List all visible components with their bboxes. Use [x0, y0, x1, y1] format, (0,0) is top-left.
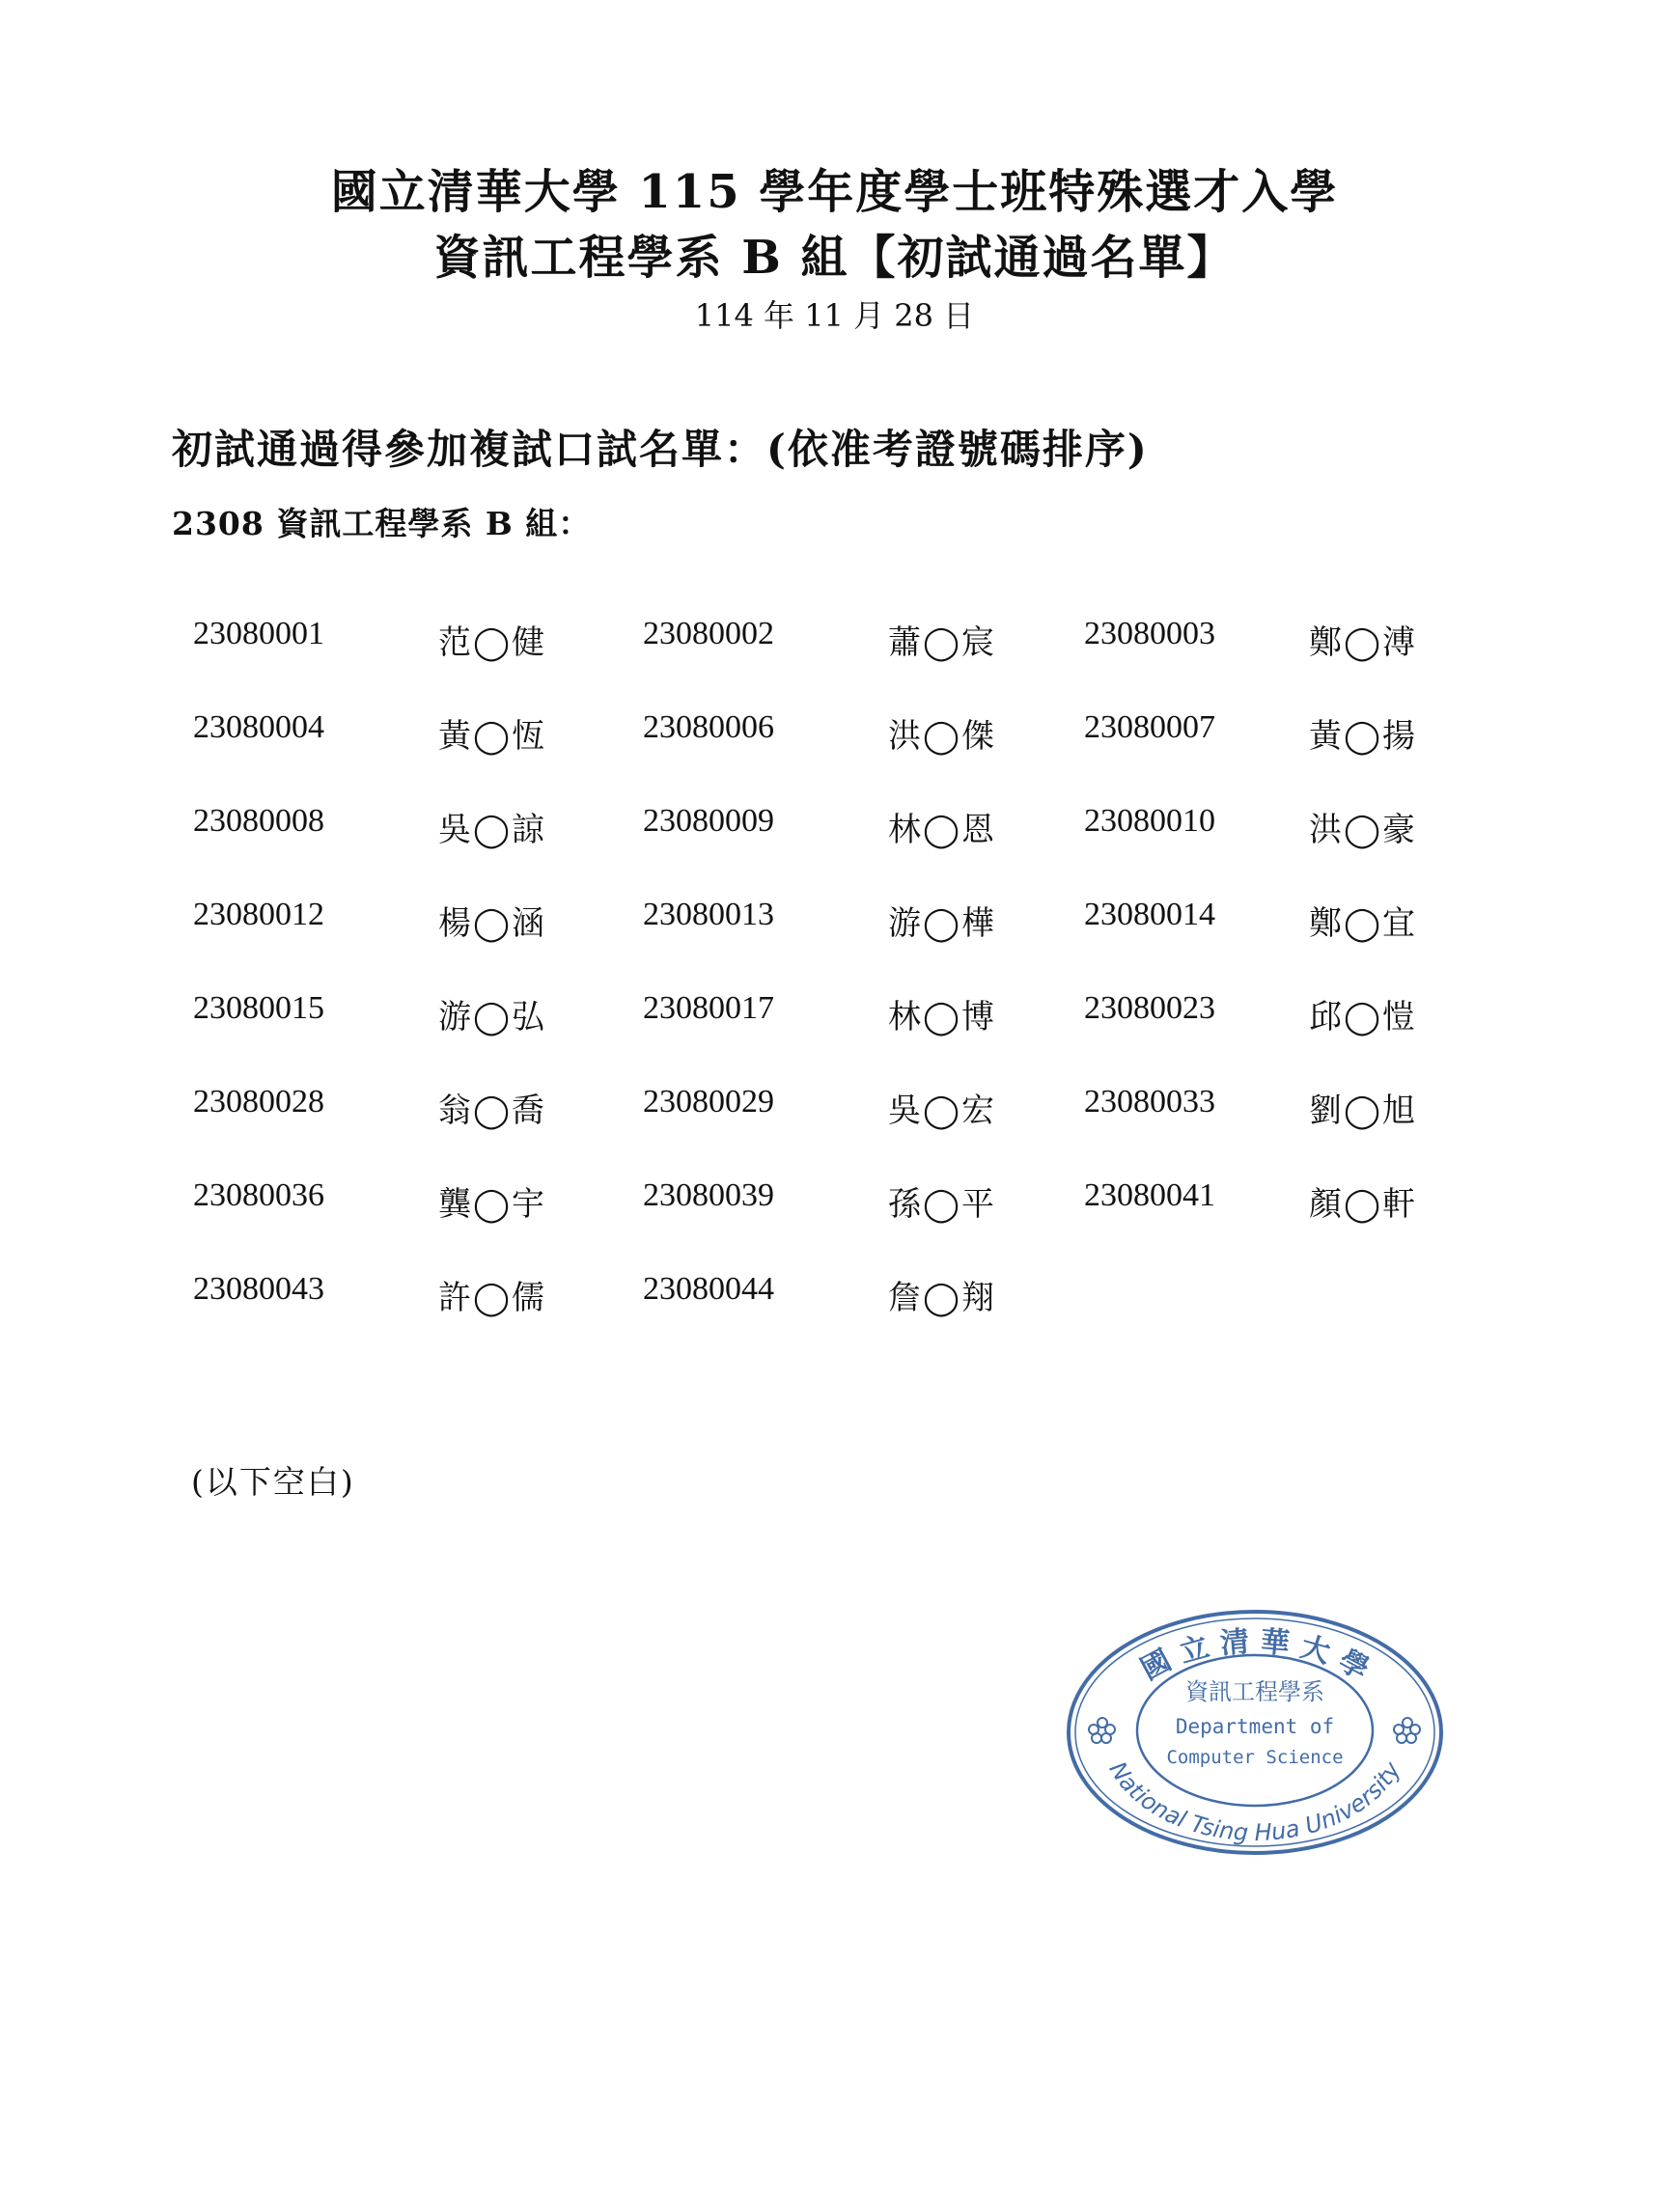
department-seal-stamp — [1062, 1607, 1448, 1858]
roster-row — [0, 692, 1669, 786]
exam-id: 23080010 — [1084, 803, 1215, 839]
candidate-name: 黃◯揚 — [1309, 717, 1418, 756]
roster-row — [0, 879, 1669, 973]
blank-below-note: (以下空白) — [191, 1463, 355, 1501]
exam-id: 23080023 — [1084, 990, 1215, 1026]
candidate-name: 吳◯諒 — [438, 811, 547, 849]
exam-id: 23080044 — [643, 1271, 774, 1307]
seal-department-english-2: Computer Science — [1166, 1747, 1344, 1768]
candidate-name: 黃◯恆 — [438, 717, 547, 756]
candidate-name: 林◯博 — [888, 998, 997, 1037]
roster-row — [0, 1160, 1669, 1254]
document-date: 114 年 11 月 28 日 — [694, 297, 975, 334]
exam-id: 23080003 — [1084, 616, 1215, 651]
seal-university-english: National Tsing Hua University — [1103, 1756, 1406, 1847]
exam-id: 23080006 — [643, 709, 774, 745]
department-subheading: 2308 資訊工程學系 B 組： — [172, 505, 592, 542]
candidate-name: 詹◯翔 — [888, 1279, 997, 1317]
plum-blossom-icon — [1394, 1718, 1420, 1743]
document-title-line2: 資訊工程學系 B 組【初試通過名單】 — [433, 231, 1236, 285]
exam-id: 23080014 — [1084, 897, 1215, 932]
candidate-name: 劉◯旭 — [1309, 1092, 1418, 1130]
exam-id: 23080028 — [193, 1084, 324, 1120]
document-title-line1: 國立清華大學 115 學年度學士班特殊選才入學 — [330, 165, 1339, 219]
exam-id: 23080008 — [193, 803, 324, 839]
candidate-name: 鄭◯溥 — [1309, 623, 1418, 662]
roster-row — [0, 1066, 1669, 1160]
roster-row — [0, 1254, 1669, 1347]
candidate-name: 孫◯平 — [888, 1185, 997, 1224]
candidate-name: 邱◯愷 — [1309, 998, 1418, 1037]
exam-id: 23080043 — [193, 1271, 324, 1307]
candidate-name: 范◯健 — [438, 623, 547, 662]
candidate-name: 蕭◯宸 — [888, 623, 997, 662]
exam-id: 23080002 — [643, 616, 774, 651]
roster-table — [0, 598, 1669, 1347]
exam-id: 23080029 — [643, 1084, 774, 1120]
candidate-name: 龔◯宇 — [438, 1185, 547, 1224]
exam-id: 23080009 — [643, 803, 774, 839]
candidate-name: 翁◯喬 — [438, 1092, 547, 1130]
exam-id: 23080036 — [193, 1177, 324, 1213]
roster-row — [0, 598, 1669, 692]
candidate-name: 游◯樺 — [888, 904, 997, 943]
exam-id: 23080012 — [193, 897, 324, 932]
candidate-name: 游◯弘 — [438, 998, 547, 1037]
candidate-name: 吳◯宏 — [888, 1092, 997, 1130]
candidate-name: 許◯儒 — [438, 1279, 547, 1317]
section-heading: 初試通過得參加複試口試名單：(依准考證號碼排序) — [172, 426, 1149, 473]
exam-id: 23080007 — [1084, 709, 1215, 745]
candidate-name: 鄭◯宜 — [1309, 904, 1418, 943]
candidate-name: 楊◯涵 — [438, 904, 547, 943]
roster-row — [0, 786, 1669, 879]
exam-id: 23080004 — [193, 709, 324, 745]
seal-department-chinese: 資訊工程學系 — [1185, 1678, 1324, 1705]
candidate-name: 洪◯傑 — [888, 717, 997, 756]
exam-id: 23080041 — [1084, 1177, 1215, 1213]
seal-top-text: 國 立 清 華 大 學 — [1135, 1624, 1375, 1688]
exam-id: 23080013 — [643, 897, 774, 932]
seal-department-english-1: Department of — [1175, 1715, 1335, 1738]
candidate-name: 洪◯豪 — [1309, 811, 1418, 849]
exam-id: 23080033 — [1084, 1084, 1215, 1120]
exam-id: 23080039 — [643, 1177, 774, 1213]
exam-id: 23080017 — [643, 990, 774, 1026]
exam-id: 23080015 — [193, 990, 324, 1026]
roster-row — [0, 973, 1669, 1066]
candidate-name: 顏◯軒 — [1309, 1185, 1418, 1224]
exam-id: 23080001 — [193, 616, 324, 651]
plum-blossom-icon — [1089, 1718, 1115, 1743]
candidate-name: 林◯恩 — [888, 811, 997, 849]
